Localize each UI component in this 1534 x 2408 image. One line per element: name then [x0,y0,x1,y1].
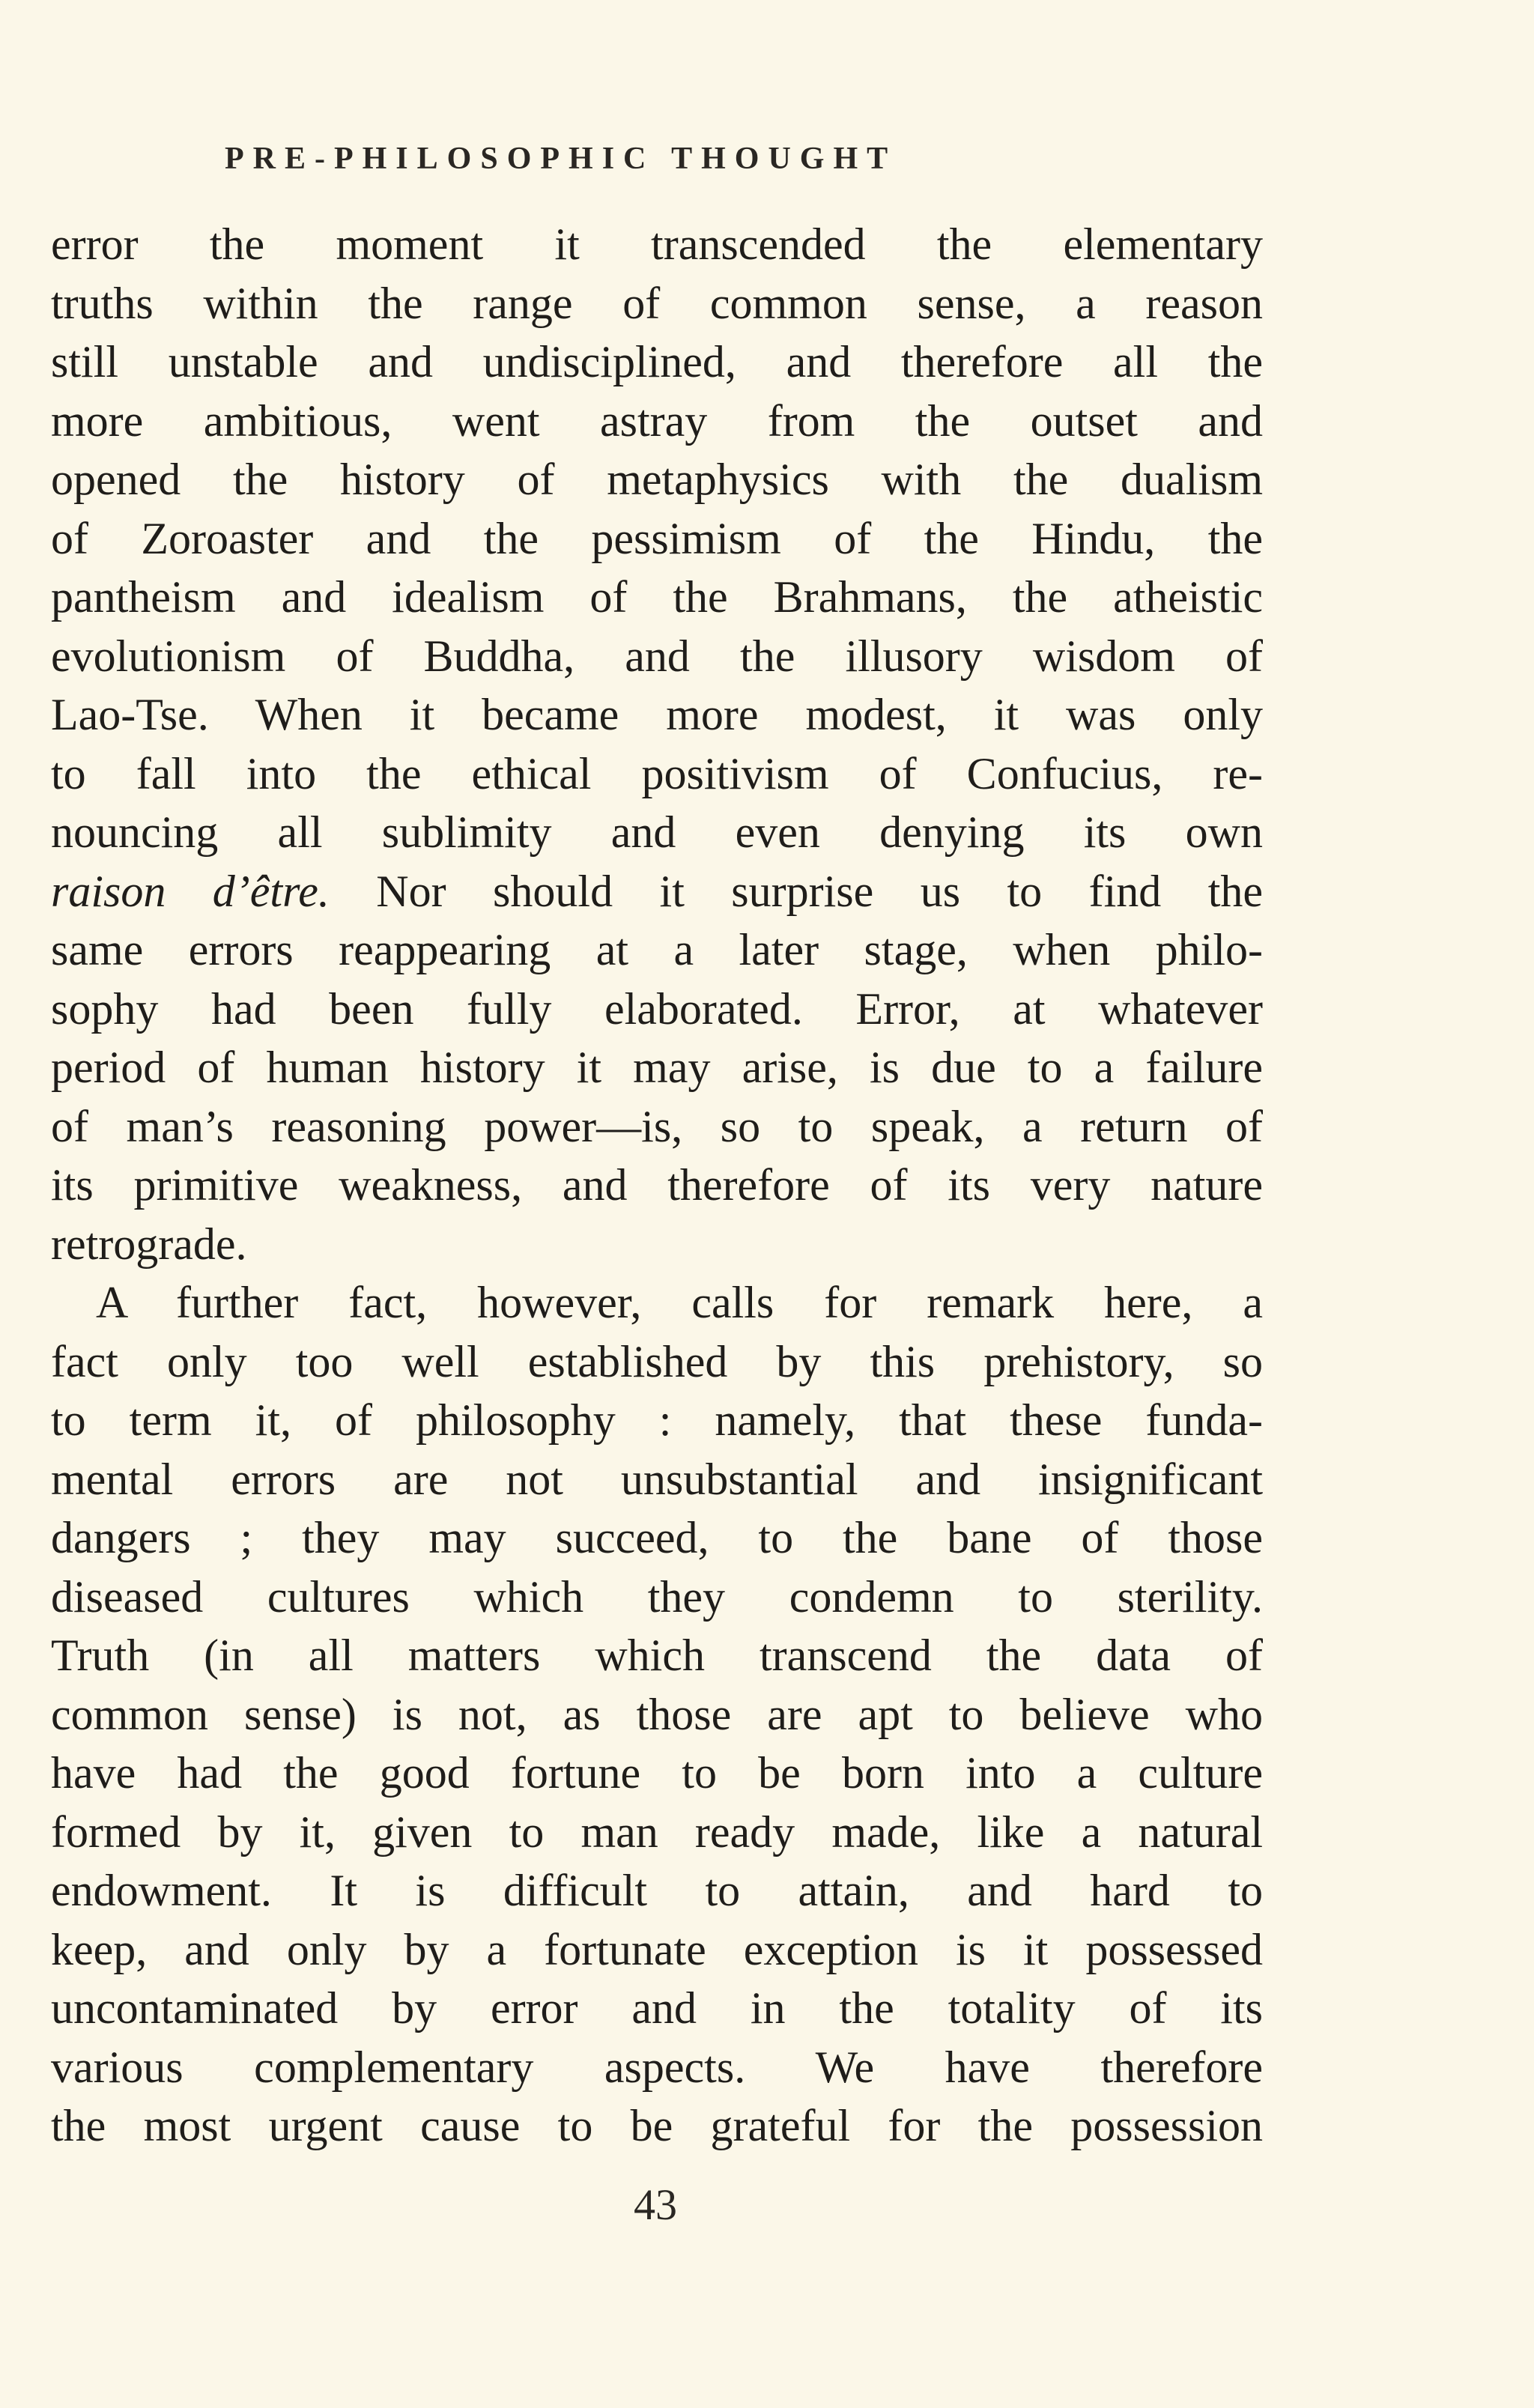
running-head: PRE-PHILOSOPHIC THOUGHT [225,142,897,176]
text-line: opened the history of metaphysics with the dualism [51,455,1263,504]
text-line: mental errors are not unsubstantial and insignificant [51,1454,1263,1504]
text-line: Lao-Tse. When it became more modest, it was only [51,690,1263,739]
italic-phrase: raison d’être. [51,866,330,916]
text-line: A further fact, however, calls for remark here, a [96,1278,1263,1327]
text-line: formed by it, given to man ready made, like a natural [51,1807,1263,1857]
text-line: endowment. It is difficult to attain, and hard to [51,1866,1263,1915]
text-line: have had the good fortune to be born into a culture [51,1748,1263,1798]
text-line: still unstable and undisciplined, and therefore all the [51,337,1263,386]
text-line: to fall into the ethical positivism of Confucius, re- [51,748,1263,798]
paragraph-2 [51,1273,1263,2156]
text-line: sophy had been fully elaborated. Error, at whatever [51,983,1263,1034]
text-line: various complementary aspects. We have therefore [51,2042,1263,2092]
text-line: the most urgent cause to be grateful for the possession [51,2101,1263,2150]
text-line: its primitive weakness, and therefore of its very nature [51,1160,1263,1210]
text-line: nouncing all sublimity and even denying its own [51,807,1263,857]
body-text [51,215,1263,2156]
text-line: to term it, of philosophy : namely, that these funda- [51,1395,1263,1445]
text-line: fact only too well established by this prehistory, so [51,1336,1263,1386]
text-line: retrograde. [51,1219,247,1269]
text-line: dangers ; they may succeed, to the bane of those [51,1513,1263,1562]
text-line-italic-phrase: raison d’être. Nor should it surprise us to find the [51,866,1263,916]
text-line: keep, and only by a fortunate exception is it possessed [51,1924,1263,1974]
text-line: period of human history it may arise, is due to a failure [51,1043,1263,1092]
text-line: Truth (in all matters which transcend the data of [51,1631,1263,1680]
text-line: uncontaminated by error and in the totality of its [51,1983,1263,2033]
text-line: of man’s reasoning power—is, so to speak, a return of [51,1101,1263,1151]
paragraph-1 [51,215,1263,1273]
text-line: error the moment it transcended the elementary [51,219,1263,269]
text-line: common sense) is not, as those are apt to believe who [51,1689,1263,1739]
page-number: 43 [634,2180,677,2229]
text-line: truths within the range of common sense, a reason [51,278,1263,328]
text-line: more ambitious, went astray from the outset and [51,395,1263,446]
text-line: same errors reappearing at a later stage, when philo- [51,925,1263,974]
text-line: evolutionism of Buddha, and the illusory wisdom of [51,631,1263,681]
text-line: of Zoroaster and the pessimism of the Hindu, the [51,513,1263,563]
text-line: diseased cultures which they condemn to sterility. [51,1571,1263,1622]
text-line: pantheism and idealism of the Brahmans, the atheistic [51,572,1263,622]
